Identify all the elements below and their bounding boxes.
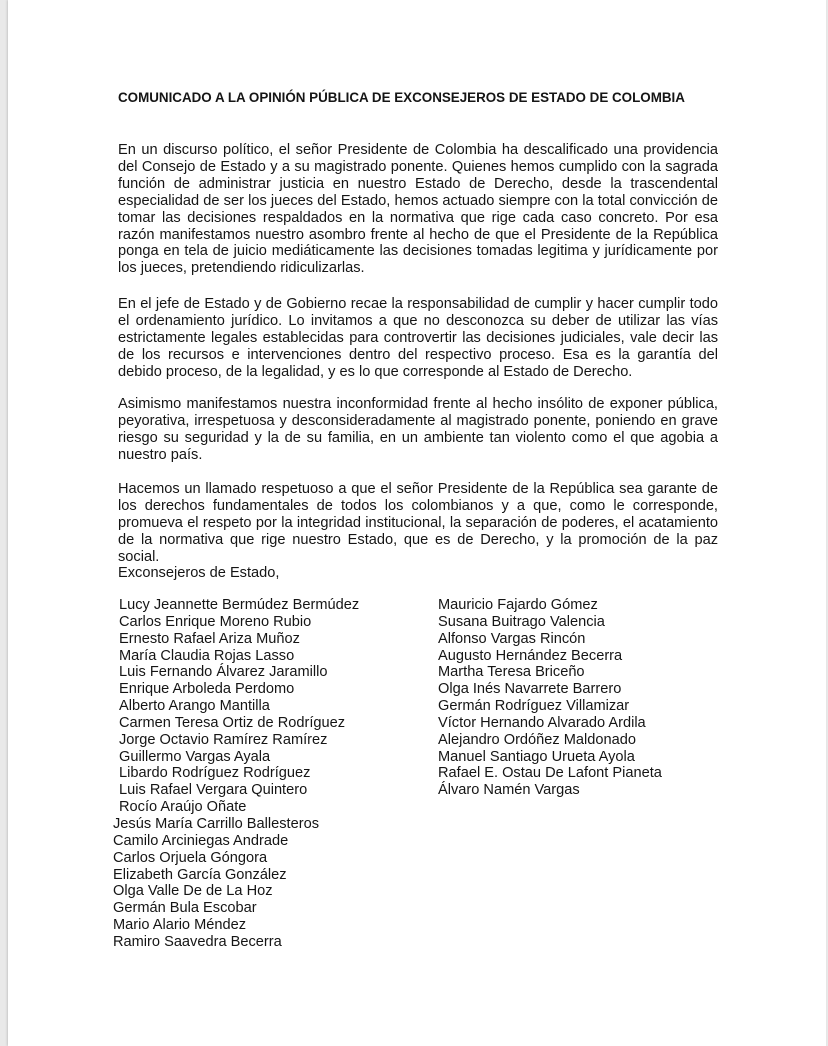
signatory-name: Germán Rodríguez Villamizar [438,698,630,715]
signatory-name: Germán Bula Escobar [113,900,257,917]
signatory-name: Libardo Rodríguez Rodríguez [119,765,311,782]
signatory-name: Luis Rafael Vergara Quintero [119,782,308,799]
signatory-name: Manuel Santiago Urueta Ayola [438,748,635,765]
signatory-name: Susana Buitrago Valencia [438,613,605,630]
signatory-name: Carmen Teresa Ortiz de Rodríguez [119,714,346,731]
signatory-name: Camilo Arciniegas Andrade [113,832,289,849]
signatory-name: Víctor Hernando Alvarado Ardila [438,714,646,731]
signatory-name: Mauricio Fajardo Gómez [438,597,598,613]
document-title: COMUNICADO A LA OPINIÓN PÚBLICA DE EXCONSEJEROS DE ESTADO DE COLOMBIA [118,90,685,105]
signatory-name: Carlos Enrique Moreno Rubio [119,613,312,630]
signatory-name: Rafael E. Ostau De Lafont Pianeta [438,765,662,782]
signatory-name: Carlos Orjuela Góngora [113,849,268,866]
signatory-name: Alberto Arango Mantilla [119,698,270,715]
document-page [8,0,826,1046]
signatory-name: Ernesto Rafael Ariza Muñoz [119,630,300,647]
signatory-name: Guillermo Vargas Ayala [119,748,271,765]
signatory-name: Alejandro Ordóñez Maldonado [438,731,636,748]
signatories-left-column [113,597,360,951]
signatory-name: María Claudia Rojas Lasso [119,647,295,664]
paragraph-4: Hacemos un llamado respetuoso a que el señor Presidente de la República sea garante de los derechos fundamentales de todos los colombianos y a que, como le corresponde, promueva el respeto por la integridad institucional, la separación de poderes, el acatamiento de la normativa que rige nuestro Estado, que es de Derecho, y la promoción de la paz social. [118,481,718,565]
signatory-name: Elizabeth García González [113,866,287,883]
paragraph-2: En el jefe de Estado y de Gobierno recae la responsabilidad de cumplir y hacer cumplir todo el ordenamiento jurídico. Lo invitamos a que no desconozca su deber de utilizar las vías estrictamente legales establecidas para controvertir las decisiones judiciales, vale decir las de los recursos e intervenciones dentro del respectivo proceso. Esa es la garantía del debido proceso, de la legalidad, y es lo que corresponde al Estado de Derecho. [118,296,718,380]
signatory-name: Luis Fernando Álvarez Jaramillo [119,664,328,681]
signatory-name: Ramiro Saavedra Becerra [113,933,282,950]
signatory-name: Lucy Jeannette Bermúdez Bermúdez [119,597,360,613]
signatories-right-column [438,597,662,799]
signatory-name: Mario Alario Méndez [113,917,247,934]
signatory-name: Olga Inés Navarrete Barrero [438,681,622,698]
paragraph-1: En un discurso político, el señor Presidente de Colombia ha descalificado una providencia del Consejo de Estado y a su magistrado ponente. Quienes hemos cumplido con la sagrada función de administrar justicia en nuestro Estado de Derecho, desde la trascendental especialidad de ser los jueces del Estado, hemos actuado siempre con la total convicción de tomar las decisiones respaldados en la normativa que rige cada caso concreto. Por esa razón manifestamos nuestro asombro frente al hecho de que el Presidente de la República ponga en tela de juicio mediáticamente las decisiones tomadas legitima y jurídicamente por los jueces, pretendiendo ridiculizarlas. [118,142,718,277]
paragraph-3: Asimismo manifestamos nuestra inconformidad frente al hecho insólito de exponer pública, peyorativa, irrespetuosa y desconsideradamente al magistrado ponente, poniendo en grave riesgo su seguridad y la de su familia, en un ambiente tan violento como el que agobia a nuestro país. [118,396,718,463]
closing-line: Exconsejeros de Estado, [118,565,280,581]
signatory-name: Álvaro Namén Vargas [438,782,580,799]
signatory-name: Alfonso Vargas Rincón [438,630,586,647]
signatory-name: Augusto Hernández Becerra [438,647,623,664]
signatory-name: Martha Teresa Briceño [438,664,585,681]
signatory-name: Olga Valle De de La Hoz [113,883,273,900]
signatory-name: Jorge Octavio Ramírez Ramírez [119,731,328,748]
signatory-name: Rocío Araújo Oñate [119,799,247,816]
signatory-name: Jesús María Carrillo Ballesteros [113,815,320,832]
signatory-name: Enrique Arboleda Perdomo [119,681,295,698]
